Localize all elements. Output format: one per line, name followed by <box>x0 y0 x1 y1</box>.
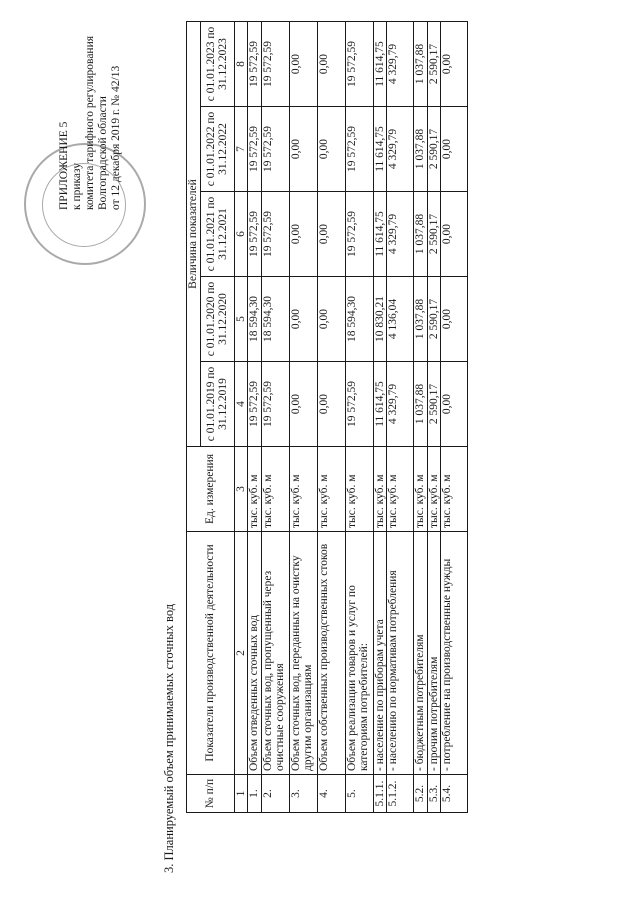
row-num: 1. <box>248 775 262 813</box>
row-num: 5.2. <box>414 775 428 813</box>
row-value: 11 614,75 <box>373 22 387 107</box>
row-num: 5.1.1. <box>373 775 387 813</box>
col-number: 5 <box>234 277 248 362</box>
row-unit: тыс. куб. м <box>414 447 428 532</box>
row-indicator: Объем реализации товаров и услуг по категориям потребителей: <box>345 532 373 775</box>
col-number: 2 <box>234 532 248 775</box>
row-num: 5.3. <box>427 775 441 813</box>
row-value: 4 329,79 <box>387 107 414 192</box>
row-value: 0,00 <box>317 22 345 107</box>
table-row <box>317 22 345 813</box>
row-value: 0,00 <box>289 277 317 362</box>
row-unit: тыс. куб. м <box>387 447 414 532</box>
row-unit: тыс. куб. м <box>317 447 345 532</box>
row-value: 19 572,59 <box>248 107 262 192</box>
row-indicator: Объем сточных вод, переданных на очистку другим организациям <box>289 532 317 775</box>
row-value: 18 594,30 <box>261 277 289 362</box>
header-indicator: Показатели производственной деятельности <box>187 532 235 775</box>
table-row <box>345 22 373 813</box>
table-row <box>427 22 441 813</box>
header-period-2022: с 01.01.2022 по 31.12.2022 <box>200 107 234 192</box>
row-value: 4 136,04 <box>387 277 414 362</box>
appendix-line-2: комитета тарифного регулирования <box>84 35 96 210</box>
row-indicator: Объем сточных вод, пропущенный через очистные сооружения <box>261 532 289 775</box>
appendix-block <box>58 10 123 210</box>
row-value: 19 572,59 <box>261 362 289 447</box>
row-value: 0,00 <box>441 192 468 277</box>
row-value: 11 614,75 <box>373 362 387 447</box>
row-unit: тыс. куб. м <box>261 447 289 532</box>
row-unit: тыс. куб. м <box>248 447 262 532</box>
col-number: 3 <box>234 447 248 532</box>
table-row <box>261 22 289 813</box>
row-value: 18 594,30 <box>345 277 373 362</box>
row-value: 0,00 <box>441 107 468 192</box>
row-value: 19 572,59 <box>261 192 289 277</box>
table-row <box>387 22 414 813</box>
row-value: 4 329,79 <box>387 192 414 277</box>
row-indicator: - бюджетным потребителям <box>414 532 428 775</box>
col-number: 4 <box>234 362 248 447</box>
section-title: 3. Планируемый объем принимаемых сточных вод <box>162 603 176 873</box>
row-num: 5. <box>345 775 373 813</box>
row-unit: тыс. куб. м <box>289 447 317 532</box>
row-indicator: - населению по нормативам потребления <box>387 532 414 775</box>
row-value: 10 830,21 <box>373 277 387 362</box>
row-indicator: Объем отведенных сточных вод <box>248 532 262 775</box>
indicators-table <box>186 21 468 813</box>
row-value: 19 572,59 <box>345 192 373 277</box>
appendix-line-3: Волгоградской области <box>97 96 109 210</box>
header-unit: Ед. измерения <box>187 447 235 532</box>
row-unit: тыс. куб. м <box>441 447 468 532</box>
row-num: 5.1.2. <box>387 775 414 813</box>
row-num: 4. <box>317 775 345 813</box>
table-row <box>441 22 468 813</box>
row-value: 19 572,59 <box>261 22 289 107</box>
row-value: 19 572,59 <box>248 22 262 107</box>
header-values-group: Величина показателей <box>187 22 201 447</box>
row-unit: тыс. куб. м <box>373 447 387 532</box>
table-row <box>414 22 428 813</box>
col-number: 1 <box>234 775 248 813</box>
row-value: 0,00 <box>317 107 345 192</box>
col-number: 8 <box>234 22 248 107</box>
appendix-title: ПРИЛОЖЕНИЕ 5 <box>58 121 70 210</box>
row-value: 0,00 <box>289 22 317 107</box>
row-unit: тыс. куб. м <box>427 447 441 532</box>
row-value: 19 572,59 <box>345 362 373 447</box>
row-value: 19 572,59 <box>261 107 289 192</box>
row-value: 1 037,88 <box>414 22 428 107</box>
row-value: 0,00 <box>441 22 468 107</box>
row-num: 5.4. <box>441 775 468 813</box>
row-num: 2. <box>261 775 289 813</box>
row-indicator: - прочим потребителям <box>427 532 441 775</box>
header-period-2019: с 01.01.2019 по 31.12.2019 <box>200 362 234 447</box>
row-value: 0,00 <box>317 192 345 277</box>
col-number: 7 <box>234 107 248 192</box>
row-value: 19 572,59 <box>248 362 262 447</box>
row-value: 4 329,79 <box>387 362 414 447</box>
header-period-2021: с 01.01.2021 по 31.12.2021 <box>200 192 234 277</box>
row-value: 4 329,79 <box>387 22 414 107</box>
row-value: 18 594,30 <box>248 277 262 362</box>
row-indicator: Объем собственных производственных стоков <box>317 532 345 775</box>
appendix-line-1: к приказу <box>71 162 83 210</box>
row-value: 0,00 <box>289 192 317 277</box>
row-value: 0,00 <box>317 362 345 447</box>
row-value: 11 614,75 <box>373 192 387 277</box>
col-number: 6 <box>234 192 248 277</box>
row-value: 0,00 <box>441 362 468 447</box>
row-value: 2 590,17 <box>427 192 441 277</box>
row-value: 19 572,59 <box>345 107 373 192</box>
row-value: 2 590,17 <box>427 362 441 447</box>
row-value: 0,00 <box>289 107 317 192</box>
row-num: 3. <box>289 775 317 813</box>
header-period-2023: с 01.01.2023 по 31.12.2023 <box>200 22 234 107</box>
row-value: 0,00 <box>441 277 468 362</box>
row-value: 1 037,88 <box>414 277 428 362</box>
row-value: 0,00 <box>317 277 345 362</box>
row-indicator: - потребление на производственные нужды <box>441 532 468 775</box>
row-value: 19 572,59 <box>345 22 373 107</box>
row-indicator: - население по приборам учета <box>373 532 387 775</box>
table-row <box>248 22 262 813</box>
row-value: 0,00 <box>289 362 317 447</box>
table-row <box>289 22 317 813</box>
row-value: 2 590,17 <box>427 277 441 362</box>
header-period-2020: с 01.01.2020 по 31.12.2020 <box>200 277 234 362</box>
row-value: 2 590,17 <box>427 22 441 107</box>
header-num: № п/п <box>187 775 235 813</box>
row-value: 1 037,88 <box>414 362 428 447</box>
table-row <box>373 22 387 813</box>
row-unit: тыс. куб. м <box>345 447 373 532</box>
row-value: 11 614,75 <box>373 107 387 192</box>
row-value: 1 037,88 <box>414 192 428 277</box>
appendix-line-4: от 12 декабря 2019 г. № 42/13 <box>110 65 122 210</box>
row-value: 2 590,17 <box>427 107 441 192</box>
row-value: 19 572,59 <box>248 192 262 277</box>
row-value: 1 037,88 <box>414 107 428 192</box>
